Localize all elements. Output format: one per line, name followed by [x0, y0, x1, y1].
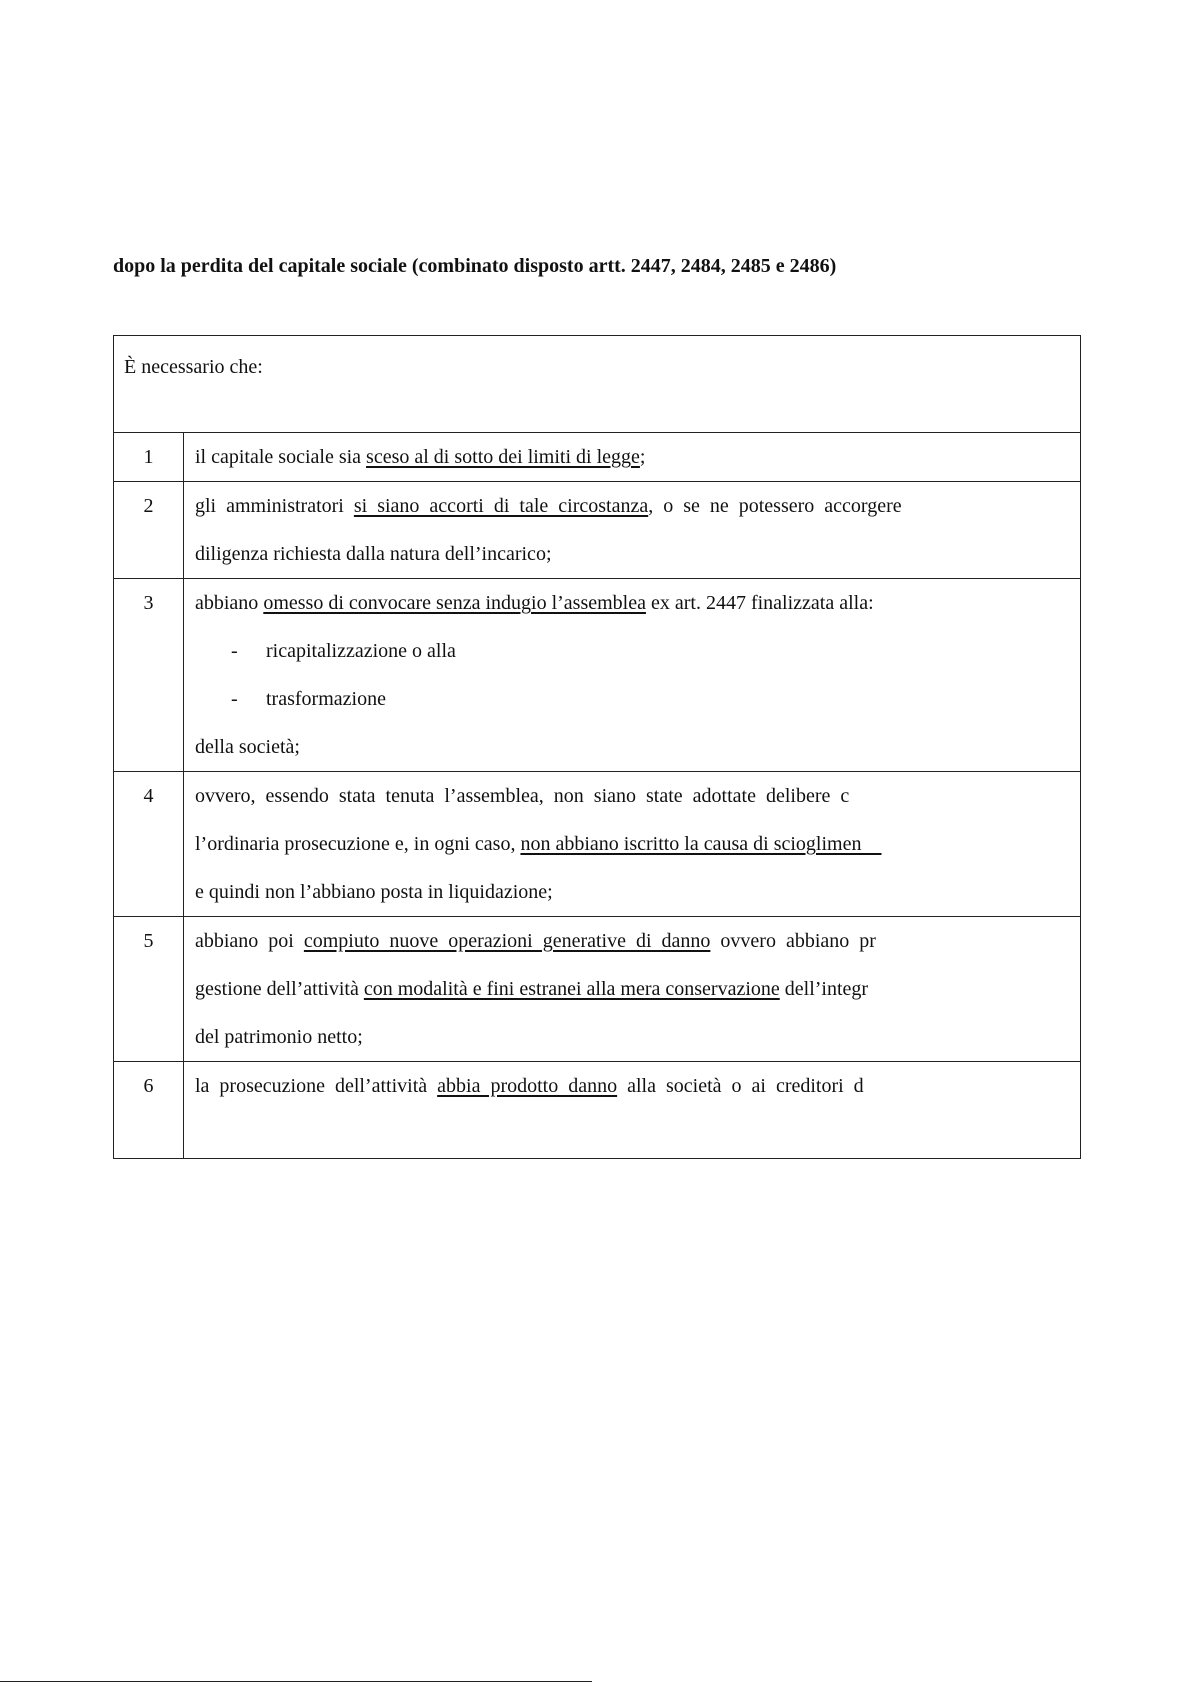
table-row: [114, 772, 1080, 917]
bullet-item: [195, 627, 1070, 675]
underlined-text: non abbiano iscritto la causa di scioglimen: [520, 833, 882, 855]
underlined-text: compiuto nuove operazioni generative di danno: [303, 930, 711, 952]
section-heading: dopo la perdita del capitale sociale (combinato disposto artt. 2447, 2484, 2485 e 2486): [113, 255, 837, 277]
row-number: 3: [114, 579, 184, 771]
text-line: [195, 772, 1070, 820]
requirements-table: [113, 335, 1081, 1159]
text-line: [195, 1013, 1070, 1061]
bullet-text: ricapitalizzazione o alla: [266, 640, 456, 662]
underlined-text: con modalità e fini estranei alla mera conservazione: [363, 978, 780, 1000]
text-line: [195, 482, 1070, 530]
row-content: [184, 579, 1080, 771]
row-content: [184, 1062, 1080, 1158]
bullet-dash: -: [231, 688, 238, 710]
text-run: e quindi non l’abbiano posta in liquidazione;: [195, 881, 553, 903]
text-line: [195, 868, 1070, 916]
text-run: gli amministratori: [195, 495, 354, 517]
text-line: [195, 433, 1070, 481]
bullet-item: [195, 675, 1070, 723]
footnote-separator: [0, 1681, 592, 1682]
row-number: 6: [114, 1062, 184, 1158]
text-run: abbiano poi: [195, 930, 304, 952]
text-run: dell’integr: [779, 978, 869, 1000]
row-content: [184, 772, 1080, 916]
text-run: la prosecuzione dell’attività: [195, 1075, 438, 1097]
row-number: 2: [114, 482, 184, 578]
table-row: [114, 917, 1080, 1062]
row-number: 4: [114, 772, 184, 916]
text-run: l’ordinaria prosecuzione e, in ogni caso,: [195, 833, 521, 855]
text-run: ex art. 2447 finalizzata alla:: [645, 592, 874, 614]
text-run: del patrimonio netto;: [195, 1026, 363, 1048]
text-run: gestione dell’attività: [195, 978, 364, 1000]
underlined-text: omesso di convocare senza indugio l’assemblea: [263, 592, 646, 614]
bullet-dash: -: [231, 640, 238, 662]
text-line: della società;: [195, 736, 300, 758]
text-run: il capitale sociale sia: [195, 446, 367, 468]
text-run: , o se ne potessero accorgere: [648, 495, 902, 517]
text-line: [195, 820, 1070, 868]
text-line: [195, 965, 1070, 1013]
text-line: [195, 530, 1070, 578]
text-line: [195, 579, 1070, 627]
table-row: [114, 433, 1080, 482]
table-row: [114, 482, 1080, 579]
text-run: diligenza richiesta dalla natura dell’incarico;: [195, 543, 552, 565]
table-intro: È necessario che:: [114, 336, 1080, 433]
row-number: 1: [114, 433, 184, 481]
row-number: 5: [114, 917, 184, 1061]
text-run: ovvero, essendo stata tenuta l’assemblea, non siano state adottate delibere c: [195, 785, 850, 807]
underlined-text: si siano accorti di tale circostanza: [353, 495, 649, 517]
text-run: alla società o ai creditori d: [617, 1075, 864, 1097]
text-run: ovvero abbiano pr: [710, 930, 876, 952]
text-line: [195, 1062, 1070, 1110]
table-row: [114, 1062, 1080, 1158]
table-rows: [114, 433, 1080, 1158]
underlined-text: sceso al di sotto dei limiti di legge: [366, 446, 640, 468]
row-content: [184, 482, 1080, 578]
row-content: [184, 433, 1080, 481]
bullet-text: trasformazione: [266, 688, 386, 710]
underlined-text: abbia prodotto danno: [437, 1075, 618, 1097]
text-run: ;: [639, 446, 646, 468]
row-content: [184, 917, 1080, 1061]
table-row: [114, 579, 1080, 772]
text-line: [195, 917, 1070, 965]
text-run: abbiano: [195, 592, 264, 614]
